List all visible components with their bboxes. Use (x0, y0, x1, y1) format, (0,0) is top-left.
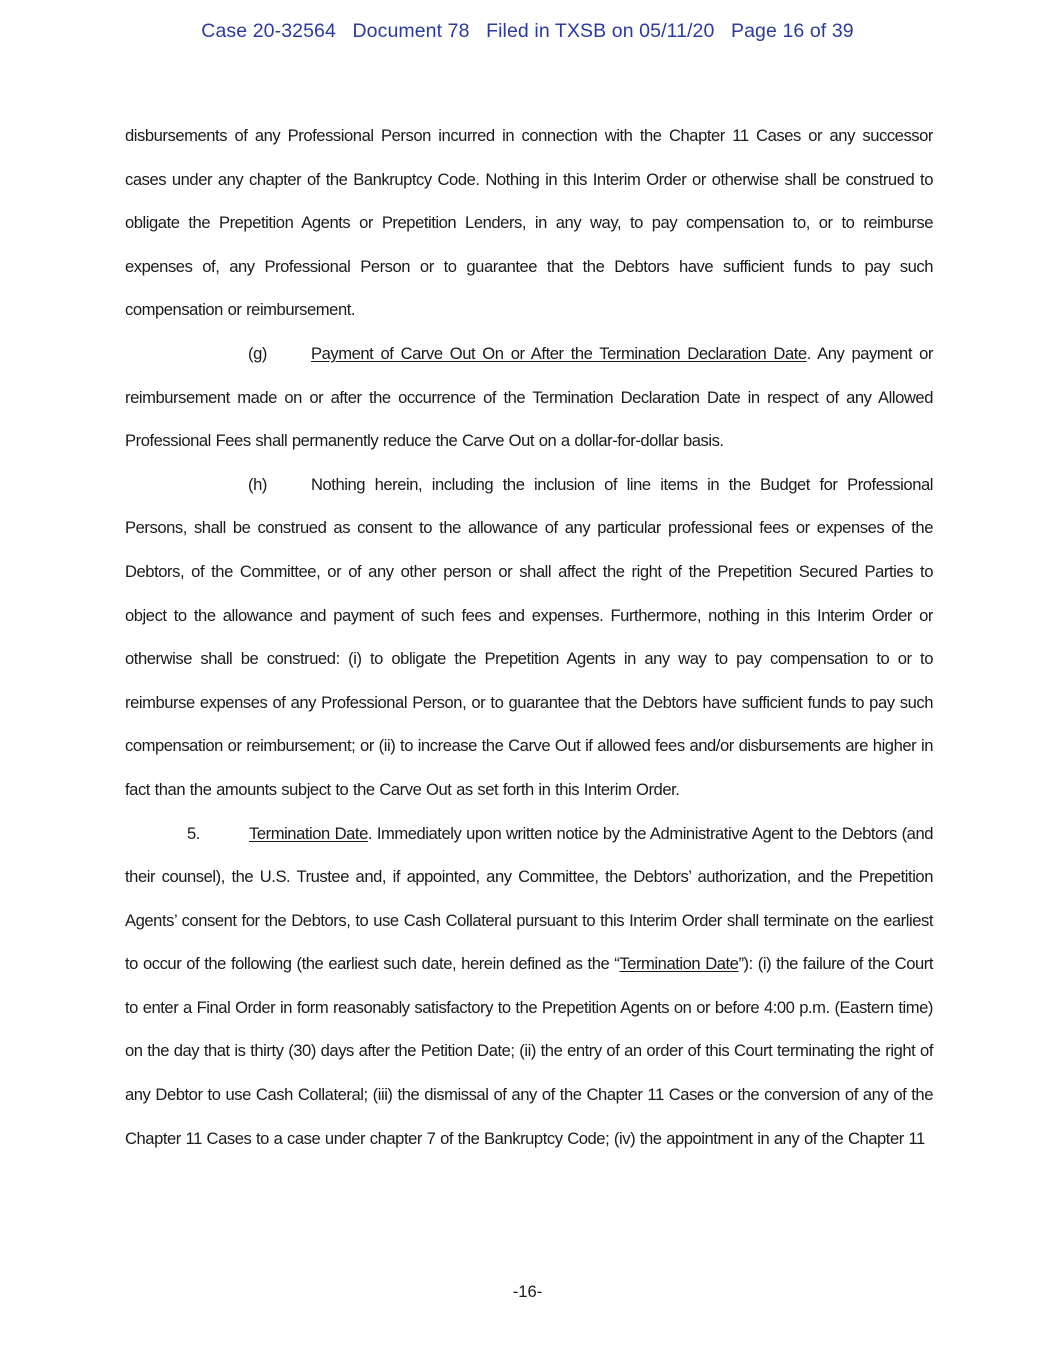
paragraph-g-label: (g) (248, 343, 267, 363)
document-body (125, 114, 933, 1160)
paragraph-h-label: (h) (248, 474, 267, 494)
case-header: Case 20-32564 Document 78 Filed in TXSB on 05/11/20 Page 16 of 39 (201, 20, 854, 42)
paragraph-continued: disbursements of any Professional Person incurred in connection with the Chapter 11 Cases or any successor cases under any chapter of the Bankruptcy Code. Nothing in this Interim Order or otherwise shall be construed to obligate the Prepetition Agents or Prepetition Lenders, in any way, to pay compensation to, or to reimburse expenses of, any Professional Person or to guarantee that the Debtors have sufficient funds to pay such compensation or reimbursement. (125, 126, 933, 320)
section-5-heading: Termination Date (249, 823, 368, 843)
section-5-text-a: . Immediately upon written notice by the Administrative Agent to the Debtors (and their counsel), the U.S. Trustee and, if appointed, any Committee, the Debtors’ authorization, and the Prepetition Agents’ consent for the Debtors, to use Cash Collateral pursuant to this Interim Order shall terminate on the earliest to occur of the following (the earliest such date, herein defined as the “ (125, 823, 934, 974)
page-number: -16- (512, 1282, 543, 1301)
paragraph-h (125, 463, 933, 812)
section-5 (125, 812, 933, 1161)
section-5-defined-term: Termination Date (619, 954, 739, 974)
paragraph-g-heading: Payment of Carve Out On or After the Termination Declaration Date (311, 343, 807, 363)
section-5-number: 5. (187, 823, 200, 843)
paragraph-g (125, 332, 933, 463)
paragraph-g-text: . Any payment or reimbursement made on or after the occurrence of the Termination Declaration Date in respect of any Allowed Professional Fees shall permanently reduce the Carve Out on a dollar-for-dollar basis. (125, 343, 933, 451)
paragraph-h-text: Nothing herein, including the inclusion of line items in the Budget for Professional Persons, shall be construed as consent to the allowance of any particular professional fees or expenses of the Debtors, of the Committee, or of any other person or shall affect the right of the Prepetition Secured Parties to object to the allowance and payment of such fees and expenses. Furthermore, nothing in this Interim Order or otherwise shall be construed: (i) to obligate the Prepetition Agents in any way to pay compensation to or to reimburse expenses of any Professional Person, or to guarantee that the Debtors have sufficient funds to pay such compensation or reimbursement; or (ii) to increase the Carve Out if allowed fees and/or disbursements are higher in fact than the amounts subject to the Carve Out as set forth in this Interim Order. (125, 474, 933, 799)
section-5-text-b: ”): (i) the failure of the Court to enter a Final Order in form reasonably satisfactory to the Prepetition Agents on or before 4:00 p.m. (Eastern time) on the day that is thirty (30) days after the Petition Date; (ii) the entry of an order of this Court terminating the right of any Debtor to use Cash Collateral; (iii) the dismissal of any of the Chapter 11 Cases or the conversion of any of the Chapter 11 Cases to a case under chapter 7 of the Bankruptcy Code; (iv) the appointment in any of the Chapter 11 (125, 954, 933, 1148)
